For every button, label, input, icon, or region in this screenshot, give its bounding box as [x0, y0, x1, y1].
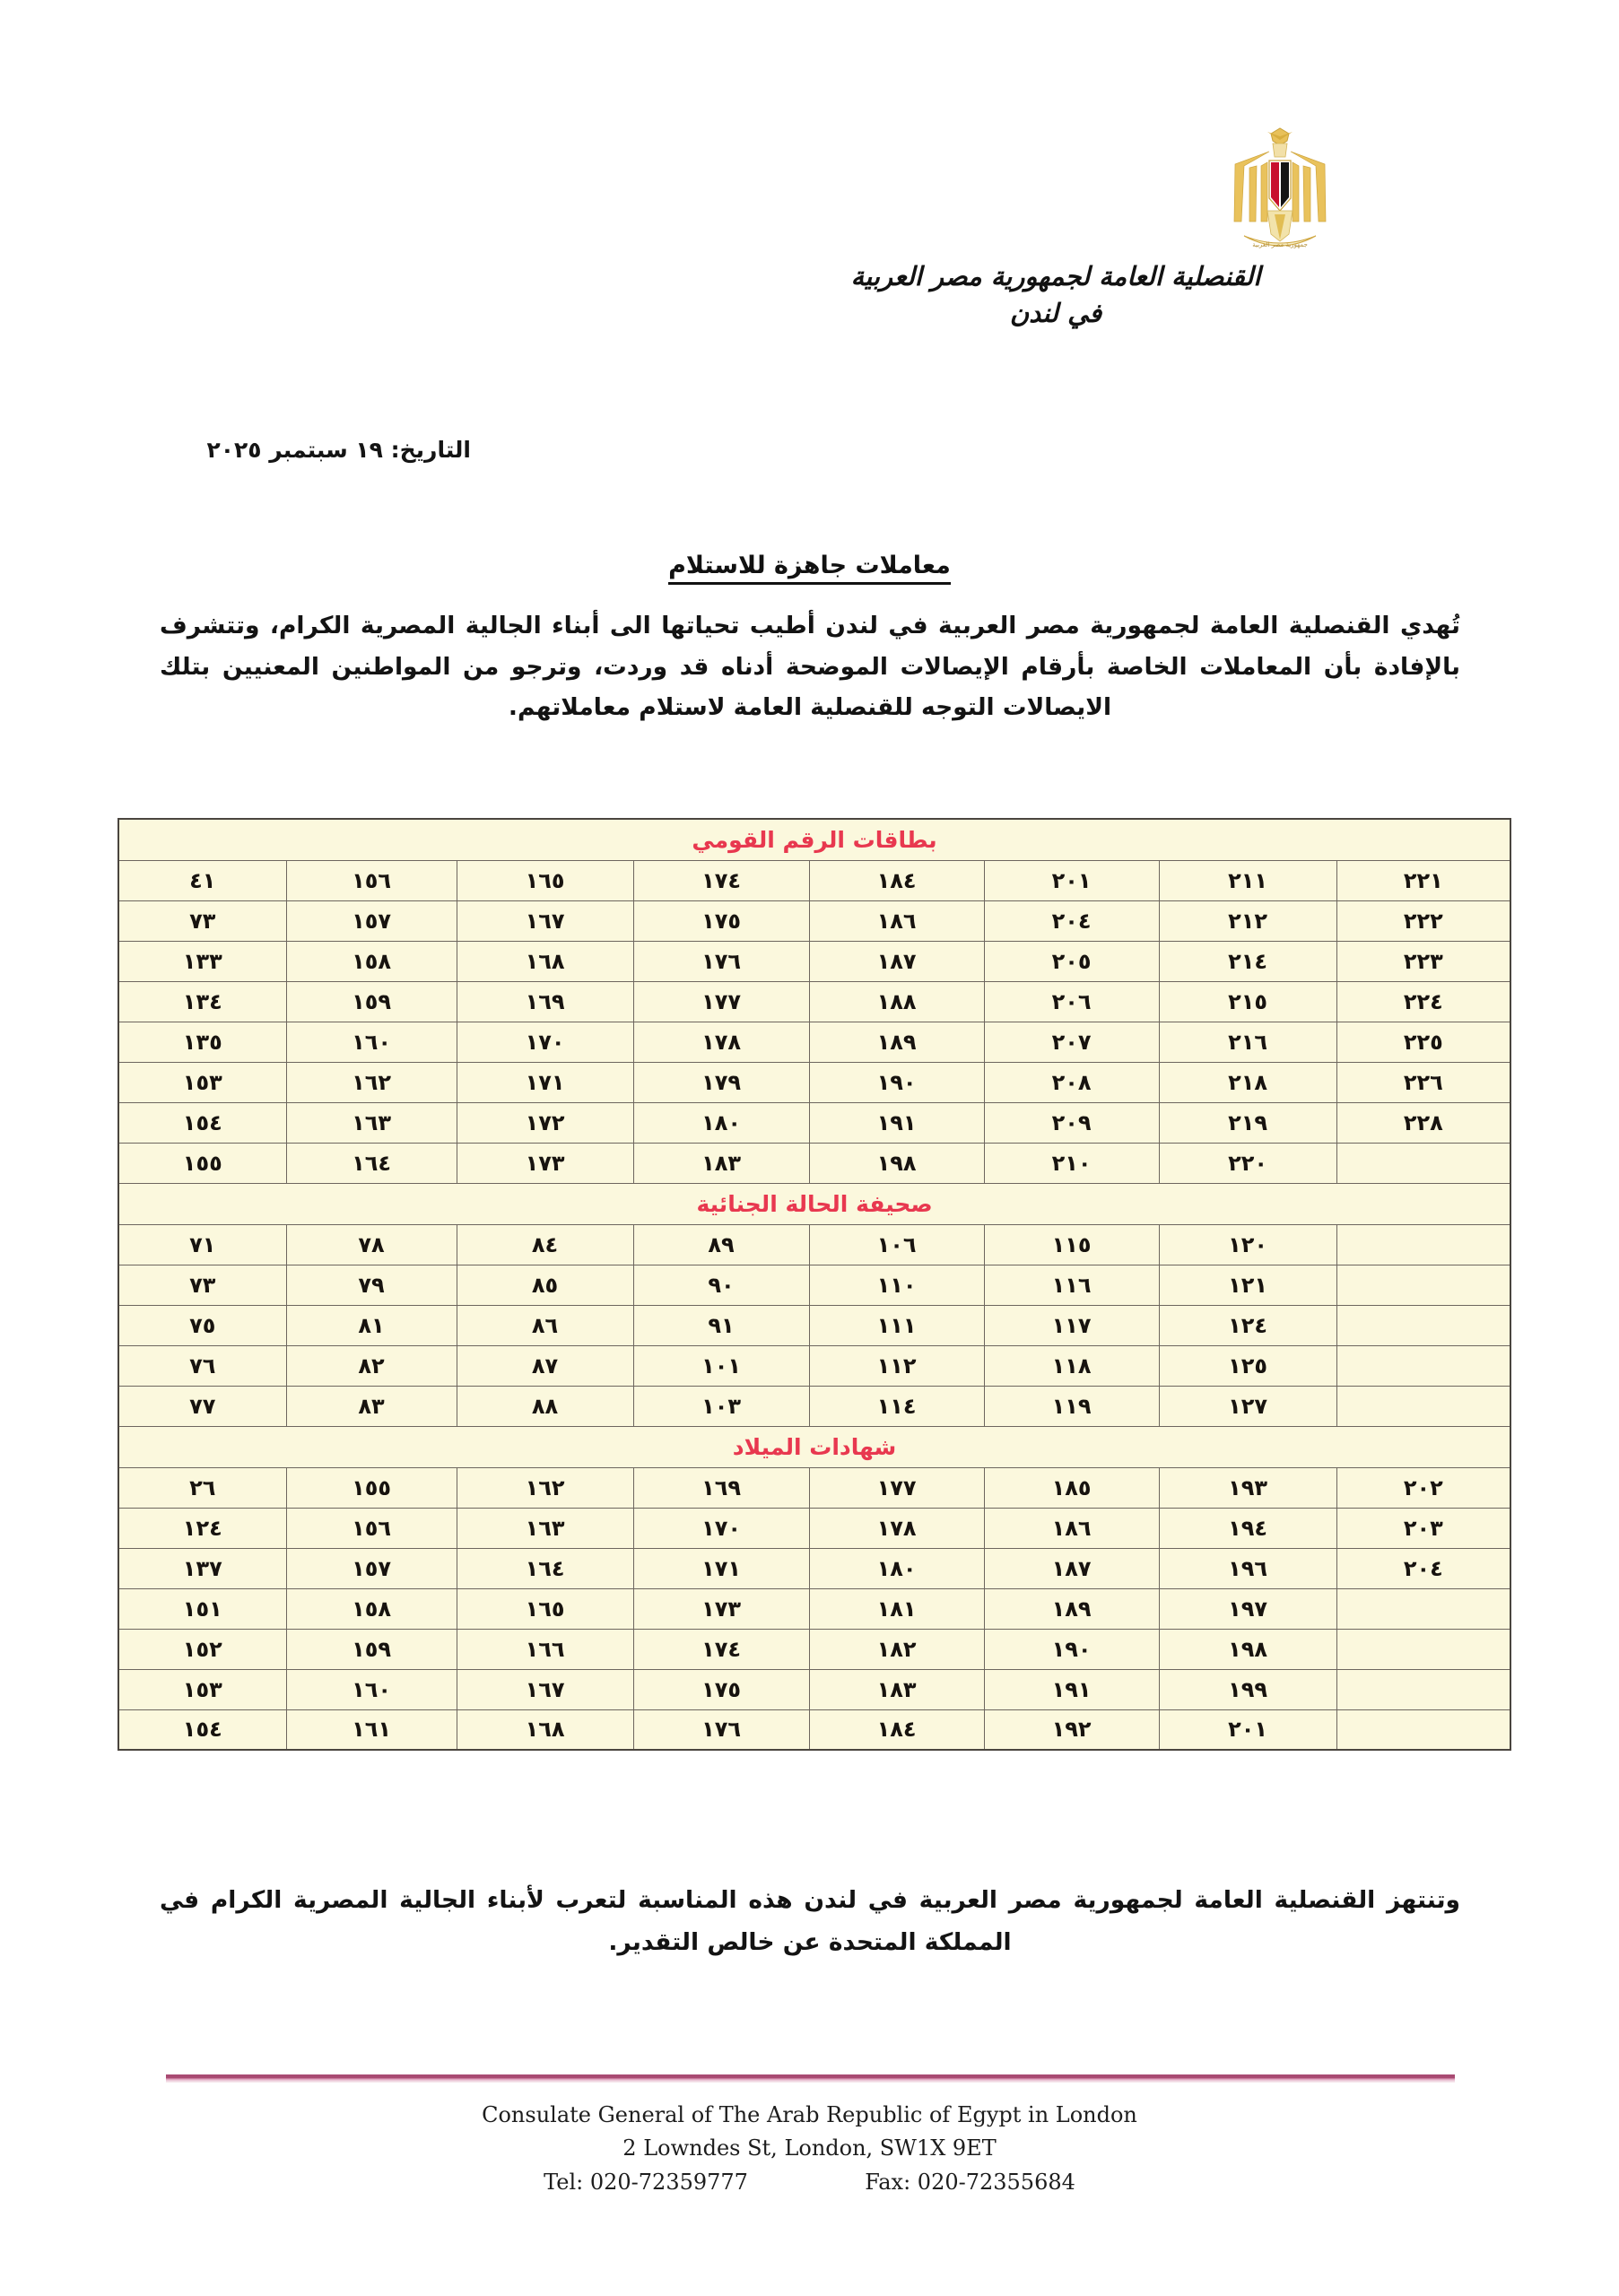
- receipt-number-cell: ١١٤: [809, 1386, 984, 1426]
- footer: [0, 2099, 1619, 2199]
- table-row: [118, 860, 1510, 900]
- receipt-number-cell: ١٣٧: [118, 1548, 286, 1588]
- receipt-number-cell: ٢٠١: [1159, 1709, 1336, 1750]
- receipt-numbers-table: [118, 818, 1511, 1751]
- footer-telephone: Tel: 020-72359777: [544, 2169, 748, 2195]
- page-title: [0, 552, 1619, 579]
- receipt-number-cell: ١٢١: [1159, 1265, 1336, 1305]
- receipt-number-cell: ١٨٥: [984, 1467, 1159, 1508]
- receipt-number-cell: ١٨٤: [809, 860, 984, 900]
- receipt-number-cell: ١٠١: [633, 1345, 809, 1386]
- table-row: [118, 941, 1510, 981]
- receipt-number-cell: ١٢٤: [118, 1508, 286, 1548]
- receipt-number-cell: ٨٢: [286, 1345, 457, 1386]
- receipt-number-cell: ١٧٥: [633, 900, 809, 941]
- receipt-number-cell: ١٠٦: [809, 1224, 984, 1265]
- receipt-number-cell: ٧٥: [118, 1305, 286, 1345]
- receipt-number-cell: ١١٨: [984, 1345, 1159, 1386]
- receipt-number-cell: ١٧٣: [633, 1588, 809, 1629]
- receipt-number-cell: [1336, 1709, 1510, 1750]
- receipt-number-cell: ١٧٦: [633, 1709, 809, 1750]
- receipt-number-cell: ٢١٥: [1159, 981, 1336, 1022]
- receipt-number-cell: ٢٢١: [1336, 860, 1510, 900]
- table-row: [118, 1709, 1510, 1750]
- receipt-number-cell: ١١٩: [984, 1386, 1159, 1426]
- receipt-number-cell: ١٩٨: [809, 1143, 984, 1183]
- receipt-number-cell: ١٣٣: [118, 941, 286, 981]
- receipt-number-cell: ١٩١: [809, 1102, 984, 1143]
- receipt-number-cell: ٢٢٠: [1159, 1143, 1336, 1183]
- receipt-number-cell: ١٥٥: [286, 1467, 457, 1508]
- receipt-number-cell: [1336, 1386, 1510, 1426]
- table-row: [118, 1669, 1510, 1709]
- receipt-number-cell: ٢٠٣: [1336, 1508, 1510, 1548]
- table-row: [118, 1588, 1510, 1629]
- receipt-number-cell: ٢٠٧: [984, 1022, 1159, 1062]
- receipt-number-cell: ١٥٦: [286, 1508, 457, 1548]
- table-row: [118, 1508, 1510, 1548]
- receipt-number-cell: ١٩٣: [1159, 1467, 1336, 1508]
- receipt-number-cell: ١٥٩: [286, 981, 457, 1022]
- receipt-number-cell: ١٩٦: [1159, 1548, 1336, 1588]
- receipt-number-cell: ١٧٧: [809, 1467, 984, 1508]
- receipt-number-cell: ١١٠: [809, 1265, 984, 1305]
- receipt-number-cell: ٢٢٨: [1336, 1102, 1510, 1143]
- receipt-number-cell: ٧٧: [118, 1386, 286, 1426]
- receipt-number-cell: ١٧١: [457, 1062, 633, 1102]
- receipt-number-cell: ١٧١: [633, 1548, 809, 1588]
- receipt-number-cell: ١٧٥: [633, 1669, 809, 1709]
- receipt-number-cell: ٢١٠: [984, 1143, 1159, 1183]
- receipt-number-cell: ٨٧: [457, 1345, 633, 1386]
- receipt-number-cell: ١٧٨: [809, 1508, 984, 1548]
- organisation-title-line-1: القنصلية العامة لجمهورية مصر العربية: [850, 261, 1261, 291]
- receipt-number-cell: ١٧٣: [457, 1143, 633, 1183]
- footer-fax: Fax: 020-72355684: [865, 2169, 1075, 2195]
- receipt-number-cell: ١٨٦: [984, 1508, 1159, 1548]
- receipt-number-cell: ١٥٣: [118, 1669, 286, 1709]
- receipt-number-cell: ١٥٨: [286, 1588, 457, 1629]
- receipt-number-cell: ٢١٩: [1159, 1102, 1336, 1143]
- receipt-number-cell: ١٩٨: [1159, 1629, 1336, 1669]
- receipt-number-cell: ١٦١: [286, 1709, 457, 1750]
- closing-paragraph: وتنتهز القنصلية العامة لجمهورية مصر العربية في لندن هذه المناسبة لتعرب لأبناء الجالية المصرية الكرام في المملكة المتحدة عن خالص التقدير.: [160, 1886, 1460, 1957]
- receipt-number-cell: ٨٣: [286, 1386, 457, 1426]
- receipt-number-cell: ١٨٩: [984, 1588, 1159, 1629]
- receipt-number-cell: ٢٠٨: [984, 1062, 1159, 1102]
- receipt-number-cell: ٢٠٤: [984, 900, 1159, 941]
- receipt-number-cell: ١٨٩: [809, 1022, 984, 1062]
- receipt-number-cell: ١٩١: [984, 1669, 1159, 1709]
- page-title-text: معاملات جاهزة للاستلام: [668, 552, 951, 585]
- receipt-number-cell: ١٧٨: [633, 1022, 809, 1062]
- receipt-number-cell: ١٦٣: [286, 1102, 457, 1143]
- receipt-number-cell: ١٥٣: [118, 1062, 286, 1102]
- receipt-number-cell: ١٣٤: [118, 981, 286, 1022]
- receipt-number-cell: ٢٠٥: [984, 941, 1159, 981]
- receipt-number-cell: ٨٥: [457, 1265, 633, 1305]
- receipt-number-cell: [1336, 1143, 1510, 1183]
- receipt-number-cell: ١٧٠: [457, 1022, 633, 1062]
- receipt-number-cell: ١٦٧: [457, 1669, 633, 1709]
- receipt-number-cell: ١٨٤: [809, 1709, 984, 1750]
- receipt-number-cell: ٩٠: [633, 1265, 809, 1305]
- table-row: [118, 1062, 1510, 1102]
- section-header-3: شهادات الميلاد: [118, 1426, 1510, 1467]
- receipt-number-cell: ٢٢٣: [1336, 941, 1510, 981]
- receipt-number-cell: ١٩٠: [809, 1062, 984, 1102]
- receipt-number-cell: [1336, 1224, 1510, 1265]
- receipt-number-cell: ١٩٩: [1159, 1669, 1336, 1709]
- document-date: التاريخ: ١٩ سبتمبر ٢٠٢٥: [206, 437, 471, 463]
- receipt-number-cell: ٢٠٦: [984, 981, 1159, 1022]
- receipt-number-cell: ٨٤: [457, 1224, 633, 1265]
- footer-address: 2 Lowndes St, London, SW1X 9ET: [622, 2135, 997, 2161]
- receipt-number-cell: ١٥٤: [118, 1709, 286, 1750]
- receipt-number-cell: ١٦٧: [457, 900, 633, 941]
- receipt-number-cell: ٢١٢: [1159, 900, 1336, 941]
- receipt-number-cell: ١٦٤: [286, 1143, 457, 1183]
- receipt-number-cell: ٨٦: [457, 1305, 633, 1345]
- receipt-number-cell: ١٩٢: [984, 1709, 1159, 1750]
- table-body: [118, 819, 1510, 1750]
- receipt-number-cell: ٢٢٦: [1336, 1062, 1510, 1102]
- table-row: [118, 1305, 1510, 1345]
- receipt-number-cell: ١٨٧: [809, 941, 984, 981]
- receipt-number-cell: ١٧٤: [633, 860, 809, 900]
- receipt-number-cell: ٢٠١: [984, 860, 1159, 900]
- receipt-number-cell: ١٥٧: [286, 900, 457, 941]
- receipt-number-cell: ١٧٩: [633, 1062, 809, 1102]
- receipt-number-cell: ١٦٩: [457, 981, 633, 1022]
- receipt-number-cell: ٧٩: [286, 1265, 457, 1305]
- receipt-number-cell: ١٦٠: [286, 1669, 457, 1709]
- receipt-number-cell: ١٥٨: [286, 941, 457, 981]
- receipt-number-cell: [1336, 1588, 1510, 1629]
- receipt-number-cell: ١٠٣: [633, 1386, 809, 1426]
- footer-divider: [166, 2074, 1455, 2083]
- table-row: [118, 900, 1510, 941]
- table-row: [118, 1345, 1510, 1386]
- receipt-number-cell: ١٨٠: [633, 1102, 809, 1143]
- table-row: [118, 1629, 1510, 1669]
- receipt-number-cell: ١٥٤: [118, 1102, 286, 1143]
- receipt-number-cell: ٢٠٩: [984, 1102, 1159, 1143]
- egypt-eagle-of-saladin-emblem: [1217, 121, 1343, 256]
- receipt-number-cell: ١٦٨: [457, 941, 633, 981]
- receipt-number-cell: ٢٠٤: [1336, 1548, 1510, 1588]
- table-section-header-row: [118, 819, 1510, 860]
- receipt-number-cell: ١٩٠: [984, 1629, 1159, 1669]
- receipt-number-cell: ١٧٤: [633, 1629, 809, 1669]
- receipt-number-cell: ٢٢٢: [1336, 900, 1510, 941]
- svg-text:جمهورية مصر العربية: جمهورية مصر العربية: [1252, 241, 1308, 248]
- receipt-number-cell: ١١٦: [984, 1265, 1159, 1305]
- receipt-number-cell: ١٦٦: [457, 1629, 633, 1669]
- receipt-number-cell: ١٨١: [809, 1588, 984, 1629]
- table-row: [118, 1143, 1510, 1183]
- receipt-number-cell: ١٦٥: [457, 860, 633, 900]
- receipt-number-cell: ١٥٢: [118, 1629, 286, 1669]
- table-row: [118, 1265, 1510, 1305]
- receipt-number-cell: ١٨٨: [809, 981, 984, 1022]
- receipt-number-cell: ٧٣: [118, 900, 286, 941]
- organisation-title-line-2: في لندن: [1009, 298, 1102, 329]
- receipt-number-cell: ١٨٦: [809, 900, 984, 941]
- receipt-number-cell: ١١٥: [984, 1224, 1159, 1265]
- table-row: [118, 1386, 1510, 1426]
- receipt-number-cell: [1336, 1669, 1510, 1709]
- receipt-number-cell: ٢١١: [1159, 860, 1336, 900]
- receipt-number-cell: ٨١: [286, 1305, 457, 1345]
- receipt-number-cell: ١٩٤: [1159, 1508, 1336, 1548]
- receipt-number-cell: ٧٦: [118, 1345, 286, 1386]
- table-row: [118, 1467, 1510, 1508]
- receipt-number-cell: ١٦٢: [457, 1467, 633, 1508]
- table-row: [118, 1224, 1510, 1265]
- receipt-number-cell: ١١١: [809, 1305, 984, 1345]
- receipt-number-cell: ١٨٠: [809, 1548, 984, 1588]
- receipt-number-cell: ٢١٤: [1159, 941, 1336, 981]
- receipt-number-cell: ١٩٧: [1159, 1588, 1336, 1629]
- receipt-number-cell: ١٦٥: [457, 1588, 633, 1629]
- receipt-number-cell: ١٨٢: [809, 1629, 984, 1669]
- table-row: [118, 1102, 1510, 1143]
- receipt-number-cell: ١٦٠: [286, 1022, 457, 1062]
- receipt-number-cell: ١٨٣: [633, 1143, 809, 1183]
- receipt-number-cell: [1336, 1629, 1510, 1669]
- receipt-number-cell: ٢١٦: [1159, 1022, 1336, 1062]
- receipt-number-cell: ٢٦: [118, 1467, 286, 1508]
- intro-paragraph: تُهدي القنصلية العامة لجمهورية مصر العربية في لندن أطيب تحياتها الى أبناء الجالية المصرية الكرام، وتتشرف بالإفادة بأن المعاملات الخاصة بأرقام الإيصالات الموضحة أدناه قد وردت، وترجو من المواطنين المعنيين بتلك الايصالات التوجه للقنصلية العامة لاستلام معاملاتهم.: [160, 612, 1460, 722]
- organisation-title: [607, 258, 1504, 332]
- section-header-1: بطاقات الرقم القومي: [118, 819, 1510, 860]
- receipt-number-cell: ١٣٥: [118, 1022, 286, 1062]
- receipt-number-cell: ١٧٦: [633, 941, 809, 981]
- footer-organisation-name: Consulate General of The Arab Republic of Egypt in London: [482, 2102, 1137, 2127]
- receipt-number-cell: ١٥٥: [118, 1143, 286, 1183]
- table-row: [118, 1548, 1510, 1588]
- table-row: [118, 981, 1510, 1022]
- receipt-number-cell: ١٥٦: [286, 860, 457, 900]
- receipt-number-cell: ١٥٧: [286, 1548, 457, 1588]
- receipt-number-cell: ١٦٣: [457, 1508, 633, 1548]
- receipt-number-cell: ٢٢٤: [1336, 981, 1510, 1022]
- receipt-number-cell: ١٦٤: [457, 1548, 633, 1588]
- receipt-number-cell: ١٢٤: [1159, 1305, 1336, 1345]
- receipt-number-cell: ١٦٢: [286, 1062, 457, 1102]
- table-section-header-row: [118, 1426, 1510, 1467]
- receipt-number-cell: ١٢٧: [1159, 1386, 1336, 1426]
- receipt-number-cell: ١٧٧: [633, 981, 809, 1022]
- receipt-number-cell: [1336, 1305, 1510, 1345]
- receipt-number-cell: ٨٩: [633, 1224, 809, 1265]
- receipt-number-cell: ٢١٨: [1159, 1062, 1336, 1102]
- receipt-number-cell: ١٧٢: [457, 1102, 633, 1143]
- receipt-number-cell: ٢٠٢: [1336, 1467, 1510, 1508]
- receipt-number-cell: ١٥٩: [286, 1629, 457, 1669]
- receipt-number-cell: ٧٣: [118, 1265, 286, 1305]
- receipt-number-cell: ٧١: [118, 1224, 286, 1265]
- receipt-number-cell: ٩١: [633, 1305, 809, 1345]
- table-section-header-row: [118, 1183, 1510, 1224]
- receipt-number-cell: ٨٨: [457, 1386, 633, 1426]
- receipt-number-cell: ٧٨: [286, 1224, 457, 1265]
- receipt-number-cell: ١٨٧: [984, 1548, 1159, 1588]
- receipt-number-cell: ١٢٥: [1159, 1345, 1336, 1386]
- receipt-number-cell: ١٥١: [118, 1588, 286, 1629]
- receipt-number-cell: ٤١: [118, 860, 286, 900]
- section-header-2: صحيفة الحالة الجنائية: [118, 1183, 1510, 1224]
- receipt-number-cell: ١٨٣: [809, 1669, 984, 1709]
- receipt-number-cell: ١٧٠: [633, 1508, 809, 1548]
- receipt-number-cell: ٢٢٥: [1336, 1022, 1510, 1062]
- footer-contact: [0, 2166, 1619, 2199]
- receipt-number-cell: ١٢٠: [1159, 1224, 1336, 1265]
- receipt-number-cell: [1336, 1345, 1510, 1386]
- receipt-number-cell: ١٦٩: [633, 1467, 809, 1508]
- table-row: [118, 1022, 1510, 1062]
- receipt-number-cell: ١١٢: [809, 1345, 984, 1386]
- receipt-number-cell: ١٦٨: [457, 1709, 633, 1750]
- receipt-number-cell: [1336, 1265, 1510, 1305]
- receipt-number-cell: ١١٧: [984, 1305, 1159, 1345]
